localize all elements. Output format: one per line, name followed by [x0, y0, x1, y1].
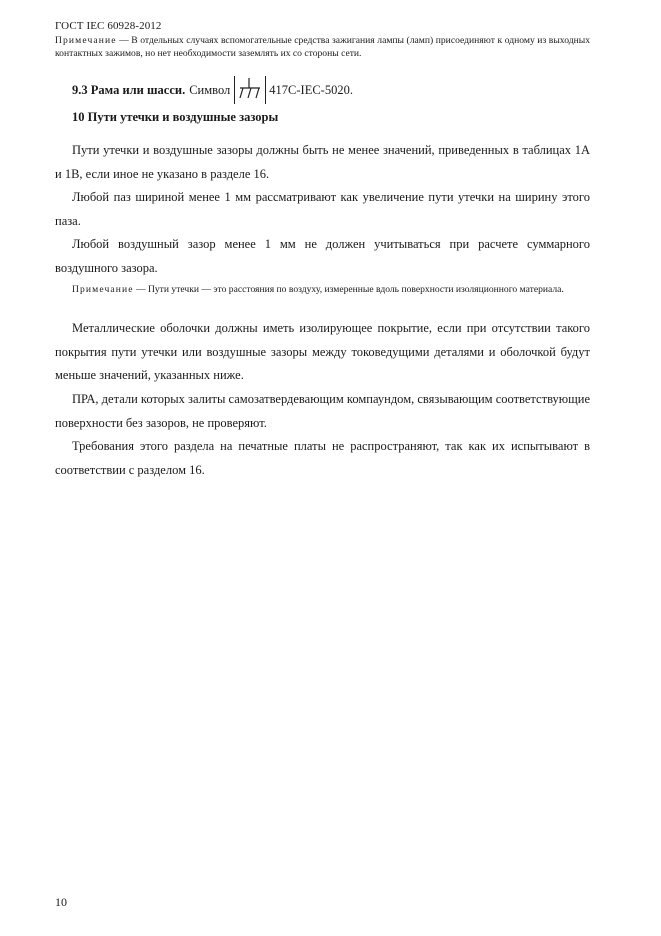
paragraph-4: Металлические оболочки должны иметь изолирующее покрытие, если при отсутствии такого покрытия пути утечки или воздушные зазоры между токоведущими деталями и оболочкой будут меньше значений, указанных ниже.: [55, 321, 590, 382]
section-9-3-lead: Символ: [189, 83, 231, 97]
note-top: [55, 34, 590, 60]
note-mid: [55, 283, 590, 296]
note-text: — Пути утечки — это расстояния по воздуху, измеренные вдоль поверхности изоляционного материала.: [133, 284, 564, 295]
frame-chassis-symbol-icon: [234, 76, 266, 104]
note-label: Примечание: [72, 284, 134, 295]
note-label: Примечание: [55, 35, 117, 46]
section-9-3-heading: 9.3 Рама или шасси.: [72, 83, 186, 97]
document-header: ГОСТ IEC 60928-2012: [55, 20, 162, 32]
page-number: 10: [55, 895, 67, 909]
section-9-3-tail: 417С-IEC-5020.: [269, 83, 353, 97]
paragraph-3: Любой воздушный зазор менее 1 мм не должен учитываться при расчете суммарного воздушного зазора.: [55, 237, 590, 275]
section-9-3: [72, 76, 353, 104]
paragraph-5: ПРА, детали которых залиты самозатвердевающим компаундом, связывающим соответствующие поверхности без зазоров, не проверяют.: [55, 392, 590, 430]
paragraph-1: Пути утечки и воздушные зазоры должны быть не менее значений, приведенных в таблицах 1А и 1В, если иное не указано в разделе 16.: [55, 143, 590, 181]
note-text: — В отдельных случаях вспомогательные средства зажигания лампы (ламп) присоединяют к одному из выходных контактных зажимов, но нет необходимости заземлять их со стороны сети.: [55, 35, 590, 59]
paragraph-2: Любой паз шириной менее 1 мм рассматривают как увеличение пути утечки на ширину этого паза.: [55, 190, 590, 228]
section-10-heading: 10 Пути утечки и воздушные зазоры: [72, 110, 279, 124]
paragraph-6: Требования этого раздела на печатные платы не распространяют, так как их испытывают в соответствии с разделом 16.: [55, 439, 590, 477]
